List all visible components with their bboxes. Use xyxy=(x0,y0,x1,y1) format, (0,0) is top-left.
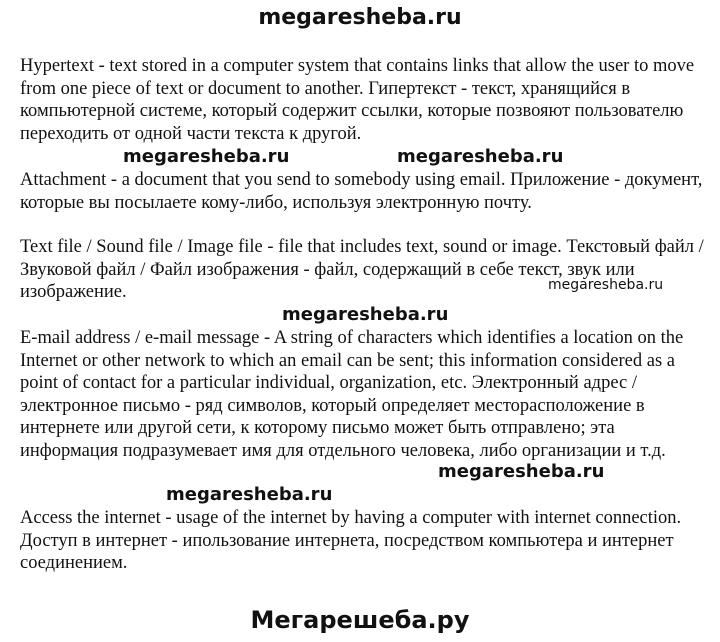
paragraph-access-internet: Access the internet - usage of the internet by having a computer with internet connection. Доступ в интернет - ипользование интернета, посредством компьютера и интернет соединением. xyxy=(20,508,682,574)
paragraph-text-file: Text file / Sound file / Image file - file that includes text, sound or image. Текстовый файл / Звуковой файл / Файл изображения - файл, содержащий в себе текст, звук или изображение. xyxy=(20,237,704,303)
site-header-title: megaresheba.ru xyxy=(258,5,462,30)
watermark: megaresheba.ru xyxy=(123,146,290,167)
watermark: megaresheba.ru xyxy=(548,277,664,293)
watermark: megaresheba.ru xyxy=(397,146,564,167)
paragraph-email-address: E-mail address / e-mail message - A string of characters which identifies a location on the Internet or other network to which an email can be sent; this information considered as a point of contact for a particular individual, organization, etc. Электронный адрес / электронное письмо - ряд символов, который определяет месторасположение в интернете или другой сети, к которому письмо может быть отправлено; эта информация подразумевает имя для отдельного человека, либо организации и т.д. xyxy=(20,328,684,461)
site-footer-title: Мегарешеба.ру xyxy=(250,606,470,634)
watermark: megaresheba.ru xyxy=(166,484,333,505)
paragraph-hypertext: Hypertext - text stored in a computer system that contains links that allow the user to move from one piece of text or document to another. Гипертекст - текст, хранящийся в компьютерной системе, который содержит ссылки, которые позвояют пользователю переходить от одной части текста к другой. xyxy=(20,56,695,144)
watermark: megaresheba.ru xyxy=(282,304,449,325)
paragraph-attachment: Attachment - a document that you send to somebody using email. Приложение - документ, которые вы посылаете кому-либо, используя электронную почту. xyxy=(20,170,703,213)
watermark: megaresheba.ru xyxy=(438,461,605,482)
